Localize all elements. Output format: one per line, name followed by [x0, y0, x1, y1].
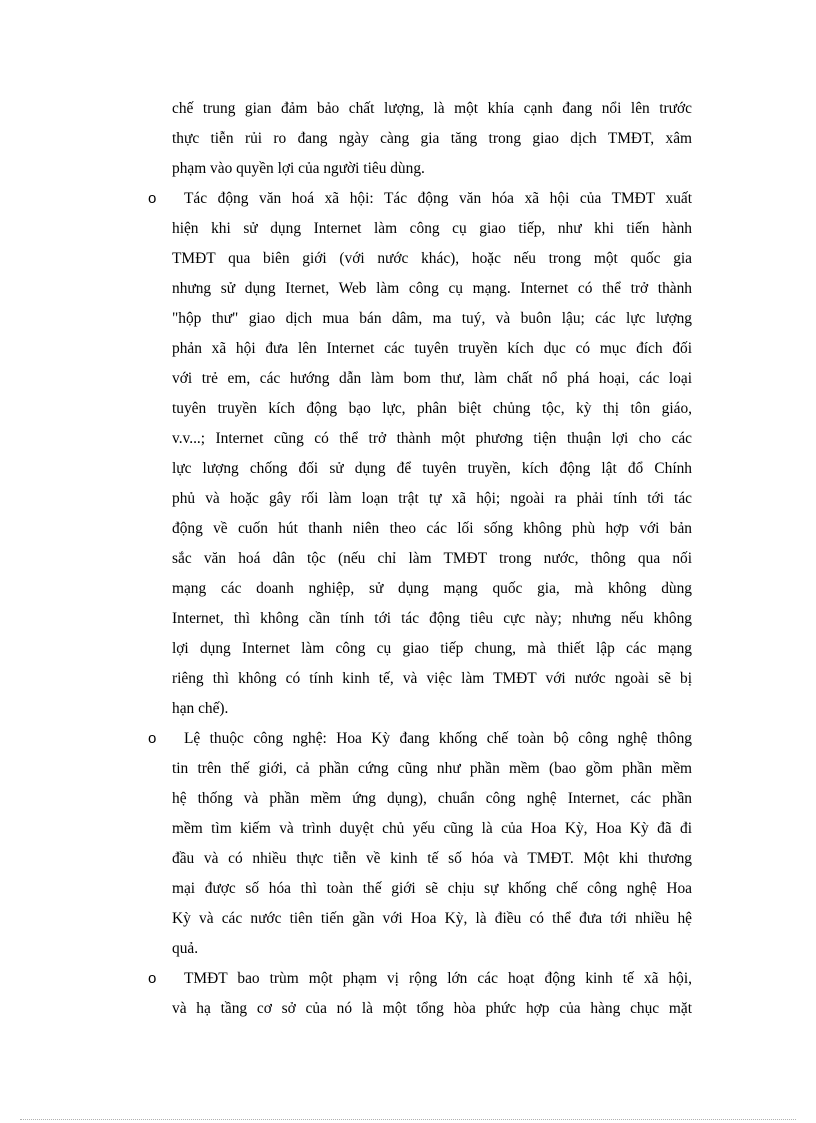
text-line: sắc văn hoá dân tộc (nếu chỉ làm TMĐT trong nước, thông qua nối	[172, 550, 692, 567]
text-line: và hạ tầng cơ sở của nó là một tổng hòa phức hợp của hàng chục mặt	[172, 1000, 692, 1017]
bullet-marker: o	[148, 970, 157, 987]
page-bottom-divider	[20, 1119, 796, 1120]
text-line: mạng các doanh nghiệp, sử dụng mạng quốc gia, mà không dùng	[172, 580, 692, 597]
text-line: hạn chế).	[172, 700, 229, 717]
bullet-scope	[148, 964, 692, 1024]
text-line: phản xã hội đưa lên Internet các tuyên truyền kích dục có mục đích đối	[172, 340, 692, 357]
text-line: TMĐT qua biên giới (với nước khác), hoặc nếu trong một quốc gia	[172, 250, 692, 267]
text-line: Internet, thì không cần tính tới tác động tiêu cực này; nhưng nếu không	[172, 610, 692, 627]
bullet-marker: o	[148, 730, 157, 747]
bullet-cultural-impact	[148, 184, 692, 724]
text-line: lợi dụng Internet làm công cụ giao tiếp chung, mà thiết lập các mạng	[172, 640, 692, 657]
text-line: hệ thống và phần mềm ứng dụng), chuẩn công nghệ Internet, các phần	[172, 790, 692, 807]
text-line: Kỳ và các nước tiên tiến gần với Hoa Kỳ, là điều có thể đưa tới nhiều hệ	[172, 910, 692, 927]
text-line: mại được số hóa thì toàn thế giới sẽ chịu sự khống chế công nghệ Hoa	[172, 880, 692, 897]
text-line: Tác động văn hoá xã hội: Tác động văn hóa xã hội của TMĐT xuất	[184, 190, 692, 207]
bullet-marker: o	[148, 190, 157, 207]
bullet-technology-dependence	[148, 724, 692, 964]
text-line: phạm vào quyền lợi của người tiêu dùng.	[172, 160, 425, 177]
text-line: "hộp thư" giao dịch mua bán dâm, ma tuý, và buôn lậu; các lực lượng	[172, 310, 692, 327]
text-line: lực lượng chống đối sử dụng để tuyên truyền, kích động lật đổ Chính	[172, 460, 692, 477]
text-line: tin trên thế giới, cả phần cứng cũng như phần mềm (bao gồm phần mềm	[172, 760, 692, 777]
continuation-paragraph	[172, 94, 692, 184]
text-line: động về cuốn hút thanh niên theo các lối sống không phù hợp với bản	[172, 520, 692, 537]
text-line: mềm tìm kiếm và trình duyệt chủ yếu cũng là của Hoa Kỳ, Hoa Kỳ đã đi	[172, 820, 692, 837]
text-line: TMĐT bao trùm một phạm vị rộng lớn các hoạt động kinh tế xã hội,	[184, 970, 692, 987]
text-line: đầu và có nhiều thực tiễn về kinh tế số hóa và TMĐT. Một khi thương	[172, 850, 692, 867]
text-line: v.v...; Internet cũng có thể trở thành một phương tiện thuận lợi cho các	[172, 430, 692, 447]
text-line: thực tiễn rủi ro đang ngày càng gia tăng trong giao dịch TMĐT, xâm	[172, 130, 692, 147]
text-line: riêng thì không có tính kinh tế, và việc làm TMĐT với nước ngoài sẽ bị	[172, 670, 692, 687]
text-line: chế trung gian đảm bảo chất lượng, là một khía cạnh đang nổi lên trước	[172, 100, 692, 117]
text-line: hiện khi sử dụng Internet làm công cụ giao tiếp, như khi tiến hành	[172, 220, 692, 237]
text-line: quả.	[172, 940, 199, 957]
text-line: với trẻ em, các hướng dẫn làm bom thư, làm chất nổ phá hoại, các loại	[172, 370, 692, 387]
document-body	[148, 94, 692, 1024]
text-line: tuyên truyền kích động bạo lực, phân biệt chủng tộc, kỳ thị tôn giáo,	[172, 400, 692, 417]
text-line: nhưng sử dụng Iternet, Web làm công cụ mạng. Internet có thể trở thành	[172, 280, 692, 297]
text-line: Lệ thuộc công nghệ: Hoa Kỳ đang khống chế toàn bộ công nghệ thông	[184, 730, 692, 747]
text-line: phủ và hoặc gây rối làm loạn trật tự xã hội; ngoài ra phải tính tới tác	[172, 490, 692, 507]
